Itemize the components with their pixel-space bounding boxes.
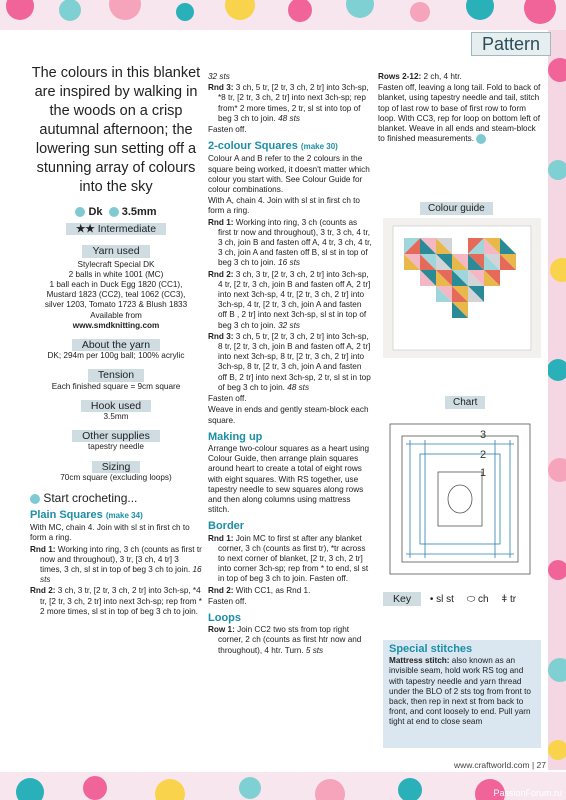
colour-guide-label: Colour guide xyxy=(420,202,493,215)
about-yarn-heading: About the yarn xyxy=(72,339,160,351)
yarn-line: Available from xyxy=(90,310,142,320)
loops-finish: Fasten off, leaving a long tail. Fold to back of blanket, using tapestry needle and tail, stitch top of last row to base of first row to form loop. With CC3, rep for loop on bottom left of blanket. Weave in all ends and steam-block to finished measurements. xyxy=(378,83,541,144)
key-ch: ⬭ ch xyxy=(466,594,489,605)
two-rnd1: Rnd 1: Working into ring, 3 ch (counts as first tr now and throughout), 3 tr, 3 ch, 4 tr, 3 ch, join B and fasten off A, 4 tr, 3 ch, 4 tr, 3 ch, join A and fasten off B, sl st in top of beg 3 ch to join. 16 sts xyxy=(208,217,372,268)
plain-rnd3: Rnd 3: 3 ch, 5 tr, [2 tr, 3 ch, 2 tr] into 3ch-sp, *8 tr, [2 tr, 3 ch, 2 tr] into next 3ch-sp; rep from* 2 more times, 2 tr, sl st into top of beg 3 ch to join. 48 sts xyxy=(208,83,369,123)
key-label: Key xyxy=(383,592,421,606)
column-right xyxy=(378,72,542,146)
weight-value: Dk xyxy=(88,206,103,218)
weight-hook-row xyxy=(30,207,202,217)
loops-rows: Rows 2-12: 2 ch, 4 htr. xyxy=(378,72,462,81)
loops-heading: Loops xyxy=(208,611,241,624)
yarn-line: Mustard 1823 (CC2), teal 1062 (CC3), xyxy=(46,290,186,300)
hook-used-heading: Hook used xyxy=(81,400,151,412)
watermark: PassionForum.ru xyxy=(493,788,562,798)
special-text: Mattress stitch: also known as an invisible seam, hold work RS tog and with tapestry needle and yarn thread under the BLO of 2 sts tog from front to back, then rep in next st from back to front, and cont loosely to end. Pull yarn tight at end to close seam xyxy=(389,656,531,727)
level-badge xyxy=(66,223,166,235)
two-colour-intro2: With A, chain 4. Join with sl st in first ch to form a ring. xyxy=(208,196,360,216)
key-tr: ǂ tr xyxy=(501,594,517,605)
two-colour-intro: Colour A and B refer to the 2 colours in the square being worked, it doesn't matter which colour you start with. See Colour Guide for colour combinations. xyxy=(208,154,370,195)
floral-border-right xyxy=(548,30,566,770)
tension-heading: Tension xyxy=(88,369,144,381)
yarn-heading: Yarn used xyxy=(82,245,149,257)
two-end2: Weave in ends and gently steam-block each square. xyxy=(208,405,369,425)
plain-end: Fasten off. xyxy=(208,125,247,135)
page-number: 27 xyxy=(536,760,546,770)
hook-value: 3.5mm xyxy=(121,206,157,218)
chart-label: Chart xyxy=(445,396,485,409)
loops-row1: Row 1: Join CC2 two sts from top right corner, 2 ch (counts as first htr now and throughout), 4 htr. Turn. 5 sts xyxy=(208,625,362,655)
intro-text: The colours in this blanket are inspired by walking in the woods on a crisp autumnal afternoon; the lowering sun setting off a stunning array of colours into the sky xyxy=(31,65,201,195)
plain-rnd1: Rnd 1: Working into ring, 3 ch (counts as first tr now and throughout), 3 tr, [3 ch, 4 tr] 3 times, 3 ch, sl st in top of beg 3 ch to join. 16 sts xyxy=(30,544,202,585)
yarn-line: Stylecraft Special DK xyxy=(77,259,155,269)
making-up-heading: Making up xyxy=(208,430,263,443)
about-yarn-text: DK; 294m per 100g ball; 100% acrylic xyxy=(47,351,185,361)
page-title: Pattern xyxy=(471,32,551,56)
border-rnd1: Rnd 1: Join MC to first st after any blanket corner, 3 ch (counts as first tr), *tr across to next corner of blanket, [2 tr, 3 ch, 2 tr] into corner 3ch-sp; rep from * to end, sl st in top of beg 3 ch to join. Fasten off. xyxy=(208,533,369,584)
footer-url[interactable]: www.craftworld.com xyxy=(454,760,530,770)
yarn-line: 2 balls in white 1001 (MC) xyxy=(68,269,164,279)
column-left xyxy=(30,64,202,618)
tension-text: Each finished square = 9cm square xyxy=(51,381,181,391)
hook-icon xyxy=(109,207,119,217)
key-slst: • sl st xyxy=(429,594,454,605)
special-heading: Special stitches xyxy=(389,643,473,655)
sizing-heading: Sizing xyxy=(92,461,141,473)
plain-rnd2-sts: 32 sts xyxy=(208,72,230,81)
border-rnd2: Rnd 2: With CC1, as Rnd 1. xyxy=(208,585,311,595)
chart-round-3: 3 xyxy=(480,429,487,441)
yarn-lines xyxy=(30,260,202,331)
crochet-chart xyxy=(380,414,540,584)
footer: www.craftworld.com | 27 xyxy=(454,760,546,770)
bullet-icon xyxy=(30,494,40,504)
yarn-line: 1 ball each in Duck Egg 1820 (CC1), xyxy=(49,280,183,290)
plain-squares-intro: With MC, chain 4. Join with sl st in first ch to form a ring. xyxy=(30,523,190,543)
plain-squares-heading: Plain Squares (make 34) xyxy=(30,508,143,521)
floral-border-bottom xyxy=(0,772,566,800)
yarn-line: silver 1203, Tomato 1723 & Blush 1833 xyxy=(44,300,188,310)
two-end1: Fasten off. xyxy=(208,394,247,404)
two-colour-heading: 2-colour Squares (make 30) xyxy=(208,140,338,153)
plain-rnd2: Rnd 2: 3 ch, 3 tr, [2 tr, 3 ch, 2 tr] into 3ch-sp, *4 tr, [2 tr, 3 ch, 2 tr] into next 3ch-sp; rep from * 2 more times, sl st in top of beg 3 ch to join. xyxy=(30,586,202,616)
column-middle xyxy=(208,72,372,657)
other-supplies-heading: Other supplies xyxy=(72,430,160,442)
other-supplies-text: tapestry needle xyxy=(88,442,144,452)
end-bullet-icon xyxy=(476,134,486,144)
colour-guide-image xyxy=(383,218,541,358)
making-up-text: Arrange two-colour squares as a heart using Colour Guide, then arrange plain squares around heart to create a total of eight rows with eight squares. With RS together, use tapestry needle to sew squares along rows and then along columns using mattress stitch. xyxy=(208,443,370,515)
key-row xyxy=(383,592,516,606)
two-rnd2: Rnd 2: 3 ch, 3 tr, [2 tr, 3 ch, 2 tr] into 3ch-sp, 4 tr, [2 tr, 3 ch, join B and fasten off A, 2 tr] into next 3ch-sp, 4 tr, [2 tr, 3 ch, 2 tr] into 3ch-sp, 4 tr, [2 tr, 3 ch, join A and fasten off B , 2 tr] into next 3ch-sp, sl st in top of beg 3 ch to join. 32 sts xyxy=(208,269,371,330)
chart-round-1: 1 xyxy=(480,467,487,479)
start-heading: Start crocheting... xyxy=(30,493,202,504)
level-value: Intermediate xyxy=(97,223,157,236)
floral-border-top xyxy=(0,0,566,30)
border-heading: Border xyxy=(208,520,245,533)
hook-used-text: 3.5mm xyxy=(103,412,129,422)
star-icon: ★★ xyxy=(75,223,95,236)
yarn-ball-icon xyxy=(75,207,85,217)
two-rnd3: Rnd 3: 3 ch, 5 tr, [2 tr, 3 ch, 2 tr] into 3ch-sp, 8 tr, [2 tr, 3 ch, join B and fasten off A, 2 tr] into next 3ch-sp, 8 tr, [2 tr, 3 ch, 2 tr] into 3ch-sp, 8 tr, [2 tr, 3 ch, join A and fasten off B, 2 tr] into next 3ch-sp, 2 tr, sl st in top of beg 3 ch to join. 48 sts xyxy=(208,331,371,392)
chart-round-2: 2 xyxy=(480,449,487,461)
special-stitches-box xyxy=(383,640,541,748)
yarn-link[interactable]: www.smdknitting.com xyxy=(72,320,160,330)
border-end: Fasten off. xyxy=(208,596,247,606)
sizing-text: 70cm square (excluding loops) xyxy=(60,472,172,482)
